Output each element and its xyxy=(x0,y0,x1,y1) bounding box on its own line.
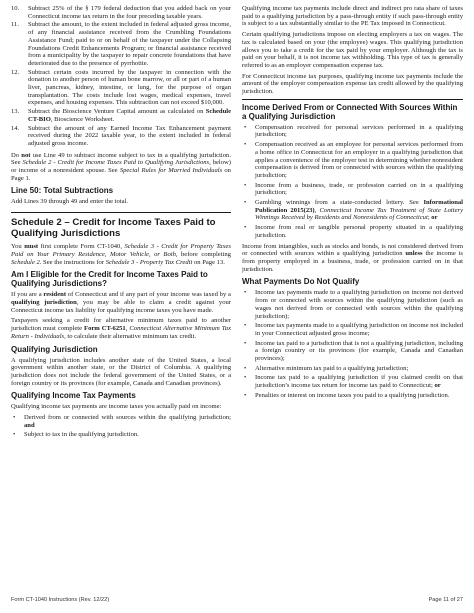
bullet-icon: • xyxy=(244,322,247,330)
page-footer xyxy=(11,597,463,603)
bullet-icon: • xyxy=(244,123,247,131)
qualifying-payments-heading: Qualifying Income Tax Payments xyxy=(11,391,136,401)
qualifying-payments-text: Qualifying income tax payments are income taxes you actually paid on income: xyxy=(11,403,222,411)
list-item: • Income tax payments made to a qualifying jurisdiction on income not included in your Connecticut adjusted gross income; xyxy=(244,322,463,337)
item-number: 13. xyxy=(11,108,20,116)
list-item: • Income tax payments made to a qualifying jurisdiction on income not derived from or connected with sources within the qualifying jurisdiction (such as wages not derived from or connected with sources within the qualifying jurisdiction); xyxy=(244,289,463,320)
section-divider xyxy=(11,212,231,213)
line49-note: Do not use Line 49 to subtract income subject to tax in a qualifying jurisdiction. See Schedule 2 - Credit for Income Taxes Paid to Qualifying Jurisdictions, below) or income of a nonresident spouse. See Special Rules for Married Individuals on Page 1. xyxy=(11,151,232,182)
list-item: • Subject to tax in the qualifying jurisdiction. xyxy=(13,431,139,439)
list-item: • Penalties or interest on income taxes you paid to a qualifying jurisdiction. xyxy=(244,391,450,399)
derived-income-list xyxy=(242,124,463,240)
item-number: 12. xyxy=(11,68,20,76)
pe-tax-text: Qualifying income tax payments include direct and indirect pro rata share of taxes paid to a qualifying jurisdiction by a pass-through entity if such pass-through entity is subject to a tax substantially similar to the PE Tax imposed in Connecticut. xyxy=(242,5,463,28)
bullet-icon: • xyxy=(244,224,247,232)
item-number: 11. xyxy=(11,21,19,29)
numbered-item xyxy=(11,125,231,148)
page-number: Page 11 of 27 xyxy=(428,597,463,603)
list-item: • Alternative minimum tax paid to a qualifying jurisdiction; xyxy=(244,364,409,372)
bullet-icon: • xyxy=(244,364,247,372)
list-item: • Income tax paid to a jurisdiction that is not a qualifying jurisdiction, including a foreign country or its provinces (for example, Canada and Canadian provinces); xyxy=(244,339,463,363)
item-text: Subtract the amount of any Earned Income Tax Enhancement payment received during the 2022 taxable year, to the extent included in federal adjusted gross income. xyxy=(28,124,231,147)
qualifying-jurisdiction-heading: Qualifying Jurisdiction xyxy=(11,344,98,354)
bullet-icon: • xyxy=(244,181,247,189)
right-column xyxy=(242,5,463,403)
item-text: Subtract certain costs incurred by the taxpayer in connection with the donation to another person of human bone marrow, or all or part of a human liver, pancreas, kidney, intestine, or lung, for the purpose of organ transplantation. The costs include lost wages, medical expenses, travel expenses, and housing expenses. This subtraction can not exceed $10,000. xyxy=(28,68,231,107)
bullet-icon: • xyxy=(244,339,247,347)
list-item: • Income tax paid to a qualifying jurisdiction if you claimed credit on that jurisdiction’s income tax return for income tax paid to Connecticut; or xyxy=(244,374,463,390)
list-item: • Derived from or connected with sources within the qualifying jurisdiction; and xyxy=(13,414,231,429)
bullet-icon: • xyxy=(244,391,247,399)
line50-heading: Line 50: Total Subtractions xyxy=(11,186,114,196)
list-item: • Compensation received for personal services performed in a qualifying jurisdiction; xyxy=(244,123,463,139)
list-item: • Income from real or tangible personal property situated in a qualifying jurisdiction. xyxy=(244,224,463,239)
item-text: Subtract 25% of the § 179 federal deduction that you added back on your Connecticut income tax return in the four preceding taxable years. xyxy=(28,5,231,20)
numbered-item xyxy=(11,21,231,67)
list-item: • Income from a business, trade, or profession carried on in a qualifying jurisdiction; xyxy=(244,181,463,197)
bullet-icon: • xyxy=(244,374,247,382)
derived-income-heading: Income Derived From or Connected With Sources Within a Qualifying Jurisdiction xyxy=(242,102,458,121)
line50-text: Add Lines 39 through 49 and enter the total. xyxy=(11,198,129,206)
not-qualify-heading: What Payments Do Not Qualify xyxy=(242,277,360,287)
schedule2-heading: Schedule 2 – Credit for Income Taxes Paid to Qualifying Jurisdictions xyxy=(11,217,216,240)
schedule2-intro: You must first complete Form CT-1040, Schedule 3 - Credit for Property Taxes Paid on Your Primary Residence, Motor Vehicle, or Both, before completing Schedule 2. See the instructions for Schedule 3 - Property Tax Credit on Page 13. xyxy=(11,243,232,266)
bullet-icon: • xyxy=(13,431,16,439)
item-number: 10. xyxy=(11,5,20,12)
item-number: 14. xyxy=(11,124,20,132)
ct-purposes-text: For Connecticut income tax purposes, qualifying income tax payments include the amount of the employer compensation expense tax credit allowed by the qualifying jurisdiction. xyxy=(242,72,463,96)
bullet-icon: • xyxy=(244,141,247,149)
bullet-icon: • xyxy=(244,199,247,207)
intangibles-text: Income from intangibles, such as stocks and bonds, is not considered derived from or connected with sources within a qualifying jurisdiction unless the income is from property employed in a business, trade, or profession carried on in that jurisdiction. xyxy=(242,242,463,273)
qualifying-jurisdiction-text: A qualifying jurisdiction includes another state of the United States, a local government within another state, or the District of Columbia. A qualifying jurisdiction does not include the federal government of the United States, or a foreign country or its provinces (for example, Canada and Canadian provinces). xyxy=(11,356,231,387)
section-divider xyxy=(242,99,463,100)
eligibility-heading: Am I Eligible for the Credit for Income Taxes Paid to Qualifying Jurisdictions? xyxy=(11,270,208,289)
not-qualify-list xyxy=(242,289,463,399)
list-item: • Gambling winnings from a state-conducted lottery. See Informational Publication 2015(23), Connecticut Income Tax Treatment of State Lottery Winnings Received by Residents and Nonresidents of Connecticut; or xyxy=(244,199,463,222)
bullet-icon: • xyxy=(244,289,247,297)
form-revision-label: Form CT-1040 Instructions (Rev. 12/22) xyxy=(11,597,110,603)
qualifying-payments-list xyxy=(11,414,231,439)
amt-text: Taxpayers seeking a credit for alternative minimum taxes paid to another jurisdiction must complete Form CT-6251, Connecticut Alternative Minimum Tax Return - Individuals, to calculate their alternative minimum tax credit. xyxy=(11,317,231,340)
numbered-item xyxy=(11,69,231,108)
item-text: Subtract the Bioscience Venture Capital amount as calculated on Schedule CT-BIO, Bioscience Worksheet. xyxy=(28,108,231,123)
item-text: Subtract the amount, to the extent included in federal adjusted gross income, of any financial assistance received from the Crumbling Foundations Assistance Fund; paid to or on behalf of the taxpayer under the Collapsing Foundations Credit Enhancements Program; or financial assistance received from a municipality by the taxpayer to repair concrete foundations that have deteriorated due to the presence of pyrrhotite. xyxy=(28,21,231,67)
employer-tax-text: Certain qualifying jurisdictions impose on electing employers a tax on wages. The tax is calculated based on your (the employee) wages. This qualifying jurisdiction allows you to take a credit for the tax paid by your employer. Although the tax is paid on your behalf, it is not income tax withholding. This type of tax is generally referred to as an employer compensation expense tax. xyxy=(242,31,463,69)
numbered-item xyxy=(11,5,231,20)
numbered-item xyxy=(11,108,231,123)
left-column xyxy=(11,5,231,442)
bullet-icon: • xyxy=(13,414,16,422)
list-item: • Compensation received as an employee for personal services performed from a home office in Connecticut for an employer in a qualifying jurisdiction that applies a convenience of the employer test in determining whether nonresident compensation is derived from or connected with sources within the qualifying jurisdiction; xyxy=(244,141,463,179)
eligibility-text: If you are a resident of Connecticut and if any part of your income was taxed by a qualifying jurisdiction, you may be able to claim a credit against your Connecticut income tax liability for qualifying income taxes you have made. xyxy=(11,291,231,314)
